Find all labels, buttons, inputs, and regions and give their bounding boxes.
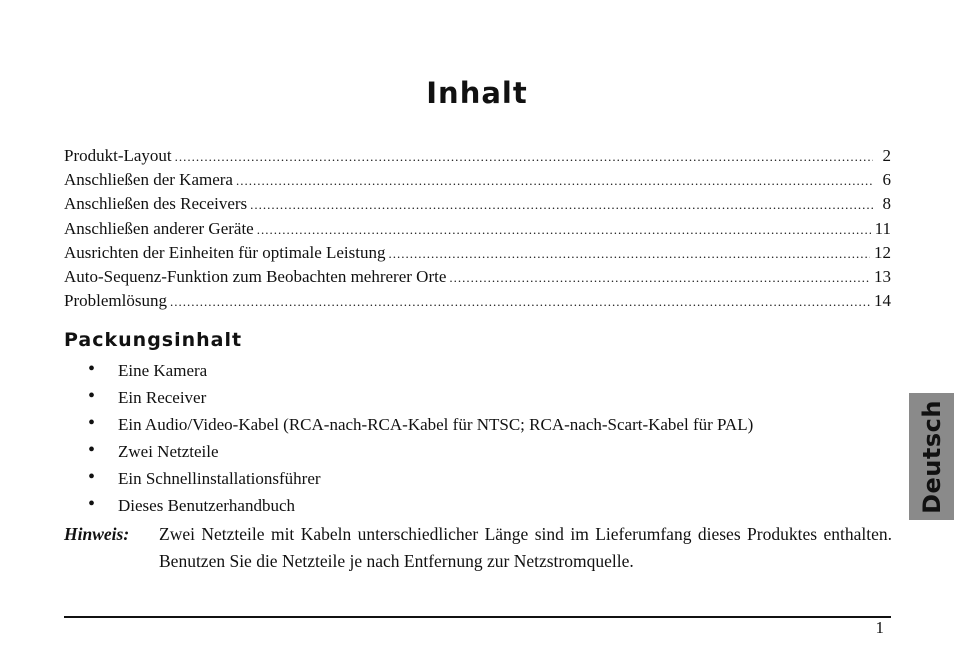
page-number: 1 xyxy=(875,618,884,637)
list-item xyxy=(88,385,753,412)
toc-entry-page: 11 xyxy=(874,218,891,238)
toc-entry-title: Auto-Sequenz-Funktion zum Beobachten mehrerer Orte xyxy=(64,266,447,286)
bullet-icon: • xyxy=(88,466,96,488)
note-label: Hinweis: xyxy=(64,524,130,544)
list-item-text: Ein Schnellinstallationsführer xyxy=(118,469,321,488)
bullet-icon: • xyxy=(88,358,96,380)
footer-divider xyxy=(64,616,891,618)
list-item-text: Eine Kamera xyxy=(118,361,208,380)
package-contents-heading: Packungsinhalt xyxy=(64,329,243,351)
toc-entry-page: 6 xyxy=(882,170,891,190)
list-item-text: Ein Audio/Video-Kabel (RCA-nach-RCA-Kabel für NTSC; RCA-nach-Scart-Kabel für PAL) xyxy=(118,415,754,434)
toc-entry[interactable] xyxy=(64,168,891,192)
toc-leader-dots xyxy=(170,290,870,314)
note-block xyxy=(64,521,892,574)
toc-leader-dots xyxy=(250,193,873,217)
toc-entry-page: 13 xyxy=(874,266,891,286)
toc-entry-page: 8 xyxy=(882,194,891,214)
bullet-icon: • xyxy=(88,439,96,461)
note-text: Zwei Netzteile mit Kabeln unterschiedlicher Länge sind im Lieferumfang dieses Produktes enthalten. Benutzen Sie die Netzteile je nach Entfernung zur Netzstromquelle. xyxy=(159,524,892,571)
list-item-text: Zwei Netzteile xyxy=(118,442,219,461)
list-item-text: Dieses Benutzerhandbuch xyxy=(118,496,296,515)
toc-leader-dots xyxy=(175,145,873,169)
page-title: Inhalt xyxy=(426,76,528,110)
toc-entry-title: Produkt-Layout xyxy=(64,146,172,165)
toc-entry[interactable] xyxy=(64,289,891,313)
toc-leader-dots xyxy=(236,169,873,193)
toc-entry[interactable] xyxy=(64,144,891,168)
language-side-tab-label: Deutsch xyxy=(917,399,946,514)
toc-entry-title: Anschließen anderer Geräte xyxy=(64,218,254,238)
toc-entry-page: 14 xyxy=(874,291,891,311)
toc-entry-page: 12 xyxy=(874,242,891,262)
bullet-icon: • xyxy=(88,385,96,407)
bullet-icon: • xyxy=(88,493,96,515)
list-item xyxy=(88,466,753,493)
toc-entry[interactable] xyxy=(64,241,891,265)
toc-entry-title: Anschließen der Kamera xyxy=(64,170,233,190)
table-of-contents xyxy=(64,144,891,313)
list-item xyxy=(88,358,753,385)
language-side-tab xyxy=(909,393,954,520)
list-item-text: Ein Receiver xyxy=(118,388,207,407)
list-item xyxy=(88,493,753,520)
toc-entry-title: Ausrichten der Einheiten für optimale Leistung xyxy=(64,242,386,262)
package-contents-list xyxy=(88,358,753,520)
toc-entry-title: Anschließen des Receivers xyxy=(64,194,248,214)
toc-entry-page: 2 xyxy=(882,146,891,165)
list-item xyxy=(88,412,753,439)
toc-entry-title: Problemlösung xyxy=(64,291,167,311)
toc-leader-dots xyxy=(449,266,870,290)
toc-entry[interactable] xyxy=(64,265,891,289)
toc-entry[interactable] xyxy=(64,192,891,216)
toc-leader-dots xyxy=(389,242,871,266)
list-item xyxy=(88,439,753,466)
toc-leader-dots xyxy=(257,218,871,242)
toc-entry[interactable] xyxy=(64,217,891,241)
bullet-icon: • xyxy=(88,412,96,434)
